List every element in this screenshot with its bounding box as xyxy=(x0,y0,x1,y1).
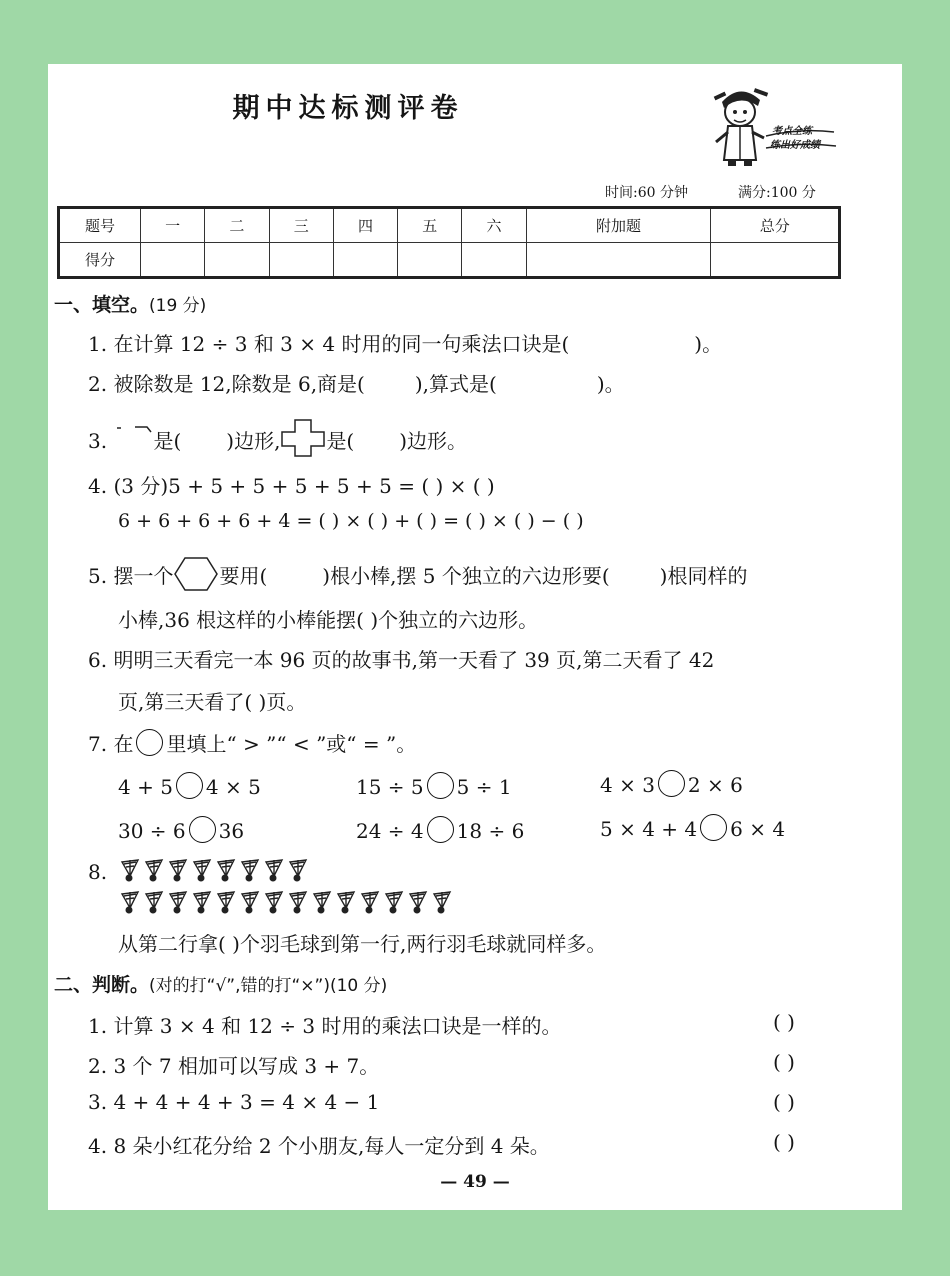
question-text: )。 xyxy=(596,372,625,396)
section1-title: 一、填空。 xyxy=(54,294,150,316)
question-7 xyxy=(88,728,416,757)
table-cell: 四 xyxy=(333,208,397,243)
partial-shape-icon xyxy=(113,422,153,446)
shuttlecock-icon xyxy=(194,892,210,914)
compare-right: 2 × 6 xyxy=(687,773,743,797)
score-cell[interactable] xyxy=(205,243,269,278)
compare-circle[interactable] xyxy=(658,770,685,797)
compare-right: 36 xyxy=(218,819,245,843)
judge-item xyxy=(88,1090,379,1114)
table-cell: 一 xyxy=(141,208,205,243)
score-cell[interactable] xyxy=(526,243,711,278)
compare-circle[interactable] xyxy=(176,772,203,799)
question-number: 8. xyxy=(88,860,108,884)
circle-icon xyxy=(136,729,163,756)
compare-circle[interactable] xyxy=(427,816,454,843)
score-cell[interactable] xyxy=(711,243,840,278)
shuttlecock-icon xyxy=(146,892,162,914)
compare-item xyxy=(600,814,785,841)
full-score: 满分:100 分 xyxy=(738,185,816,201)
judge-answer-box[interactable]: ( ) xyxy=(773,1010,795,1034)
table-cell: 附加题 xyxy=(526,208,711,243)
shuttlecock-icon xyxy=(290,892,306,914)
question-6-line-2: 页,第三天看了( )页。 xyxy=(118,690,307,714)
question-8-text: 从第二行拿( )个羽毛球到第一行,两行羽毛球就同样多。 xyxy=(118,932,607,956)
question-text: )。 xyxy=(694,332,723,356)
shuttlecock-icon xyxy=(218,892,234,914)
table-cell: 得分 xyxy=(59,243,141,278)
section1-heading xyxy=(54,290,206,317)
shuttlecock-icon xyxy=(218,860,234,882)
shuttlecock-icon xyxy=(410,892,426,914)
shuttlecock-icon xyxy=(122,860,138,882)
compare-left: 15 ÷ 5 xyxy=(356,775,424,799)
shuttlecock-icon xyxy=(386,892,402,914)
question-text: 8 朵小红花分给 2 个小朋友,每人一定分到 4 朵。 xyxy=(113,1134,550,1158)
worksheet-page xyxy=(48,64,902,1210)
judge-item xyxy=(88,1130,550,1159)
shuttlecock-icon xyxy=(194,860,210,882)
shuttlecock-icon xyxy=(170,860,186,882)
compare-right: 5 ÷ 1 xyxy=(456,775,512,799)
question-text: )根同样的 xyxy=(659,564,748,588)
compare-circle[interactable] xyxy=(427,772,454,799)
shuttlecock-icon xyxy=(170,892,186,914)
compare-item xyxy=(118,816,244,843)
compare-item xyxy=(118,772,261,799)
shuttlecock-icon xyxy=(266,860,282,882)
compare-item xyxy=(600,770,743,797)
shuttlecock-icon xyxy=(242,892,258,914)
table-cell: 题号 xyxy=(59,208,141,243)
compare-right: 4 × 5 xyxy=(205,775,261,799)
shuttlecock-icon xyxy=(242,860,258,882)
score-cell[interactable] xyxy=(141,243,205,278)
question-number: 7. xyxy=(88,732,108,756)
score-cell[interactable] xyxy=(398,243,462,278)
judge-answer-box[interactable]: ( ) xyxy=(773,1050,795,1074)
compare-left: 5 × 4 + 4 xyxy=(600,817,698,841)
judge-answer-box[interactable]: ( ) xyxy=(773,1130,795,1154)
table-cell: 五 xyxy=(398,208,462,243)
shuttlecock-icon xyxy=(362,892,378,914)
shuttlecock-icon xyxy=(146,860,162,882)
question-4-line-2: 6 + 6 + 6 + 6 + 4 = ( ) × ( ) + ( ) = ( ) × ( ) − ( ) xyxy=(118,510,584,532)
question-text: 4 + 4 + 4 + 3 = 4 × 4 − 1 xyxy=(113,1090,380,1114)
compare-item xyxy=(356,816,524,843)
question-text: ),算式是( xyxy=(414,372,497,396)
page-title: 期中达标测评卷 xyxy=(232,93,464,124)
question-6 xyxy=(88,644,714,673)
compare-left: 4 + 5 xyxy=(118,775,173,799)
hexagon-icon xyxy=(173,556,219,592)
question-text: )边形, xyxy=(226,429,281,453)
question-number: 3. xyxy=(88,1090,108,1114)
question-number: 2. xyxy=(88,372,108,396)
shuttlecock-icon xyxy=(266,892,282,914)
shuttlecock-row-graphic xyxy=(118,890,454,916)
section1-points: (19 分) xyxy=(149,296,207,316)
judge-item xyxy=(88,1050,379,1079)
shuttlecock-row-graphic xyxy=(118,858,310,884)
question-number: 1. xyxy=(88,332,108,356)
shuttlecock-icon xyxy=(122,892,138,914)
question-2 xyxy=(88,368,625,397)
question-text: 明明三天看完一本 96 页的故事书,第一天看了 39 页,第二天看了 42 xyxy=(113,648,715,672)
section2-title: 二、判断。 xyxy=(54,974,150,996)
section2-heading xyxy=(54,970,387,997)
compare-item xyxy=(356,772,512,799)
question-number: 2. xyxy=(88,1054,108,1078)
compare-circle[interactable] xyxy=(189,816,216,843)
question-number: 6. xyxy=(88,648,108,672)
compare-right: 18 ÷ 6 xyxy=(456,819,525,843)
section2-note: (对的打“√”,错的打“×”)(10 分) xyxy=(149,976,388,996)
question-number: 4. xyxy=(88,1134,108,1158)
table-cell: 六 xyxy=(462,208,526,243)
question-text: 摆一个 xyxy=(113,564,174,588)
table-cell: 总分 xyxy=(711,208,840,243)
shuttlecock-icon xyxy=(290,860,306,882)
question-number: 1. xyxy=(88,1014,108,1038)
compare-left: 30 ÷ 6 xyxy=(118,819,186,843)
question-5 xyxy=(88,556,747,592)
shuttlecock-icon xyxy=(314,892,330,914)
shuttlecock-icon xyxy=(338,892,354,914)
score-cell[interactable] xyxy=(462,243,526,278)
question-number: 5. xyxy=(88,564,108,588)
question-number: 4. xyxy=(88,474,108,498)
question-text: 在 xyxy=(113,732,134,756)
question-text: )根小棒,摆 5 个独立的六边形要( xyxy=(322,564,610,588)
table-cell: 三 xyxy=(269,208,333,243)
logo-text-2: 练出好成绩 xyxy=(770,140,820,151)
question-text: )边形。 xyxy=(399,429,468,453)
score-table-score-row xyxy=(59,243,840,278)
question-text: 3 个 7 相加可以写成 3 + 7。 xyxy=(113,1054,380,1078)
shuttlecock-icon xyxy=(434,892,450,914)
question-5-line-2: 小棒,36 根这样的小棒能摆( )个独立的六边形。 xyxy=(118,608,539,632)
score-table xyxy=(57,206,841,279)
shuttlecock-row-1 xyxy=(118,858,478,884)
question-text: 计算 3 × 4 和 12 ÷ 3 时用的乘法口诀是一样的。 xyxy=(113,1014,562,1038)
compare-right: 6 × 4 xyxy=(730,817,786,841)
mascot-logo xyxy=(710,76,840,171)
question-text: 要用( xyxy=(219,564,268,588)
time-limit: 时间:60 分钟 xyxy=(605,185,688,201)
question-number: 3. xyxy=(88,429,108,453)
judge-item xyxy=(88,1010,561,1039)
score-table-header-row xyxy=(59,208,840,243)
cross-shape-icon xyxy=(280,418,326,458)
score-cell[interactable] xyxy=(333,243,397,278)
compare-left: 24 ÷ 4 xyxy=(356,819,424,843)
compare-left: 4 × 3 xyxy=(600,773,655,797)
question-text: 里填上“ > ”“ < ”或“ = ”。 xyxy=(166,732,417,756)
question-1 xyxy=(88,328,722,357)
question-3 xyxy=(88,418,467,458)
score-cell[interactable] xyxy=(269,243,333,278)
question-text: (3 分)5 + 5 + 5 + 5 + 5 + 5 = ( ) × ( ) xyxy=(113,474,495,498)
judge-answer-box[interactable]: ( ) xyxy=(773,1090,795,1114)
page-number: — 49 — xyxy=(440,1172,510,1192)
table-cell: 二 xyxy=(205,208,269,243)
question-text: 是( xyxy=(153,429,182,453)
shuttlecock-row-2 xyxy=(118,890,478,916)
compare-circle[interactable] xyxy=(700,814,727,841)
logo-text-1: 考点全练 xyxy=(772,126,812,137)
question-text: 在计算 12 ÷ 3 和 3 × 4 时用的同一句乘法口诀是( xyxy=(113,332,570,356)
question-4 xyxy=(88,470,495,499)
question-text: 被除数是 12,除数是 6,商是( xyxy=(113,372,365,396)
question-text: 是( xyxy=(326,429,355,453)
